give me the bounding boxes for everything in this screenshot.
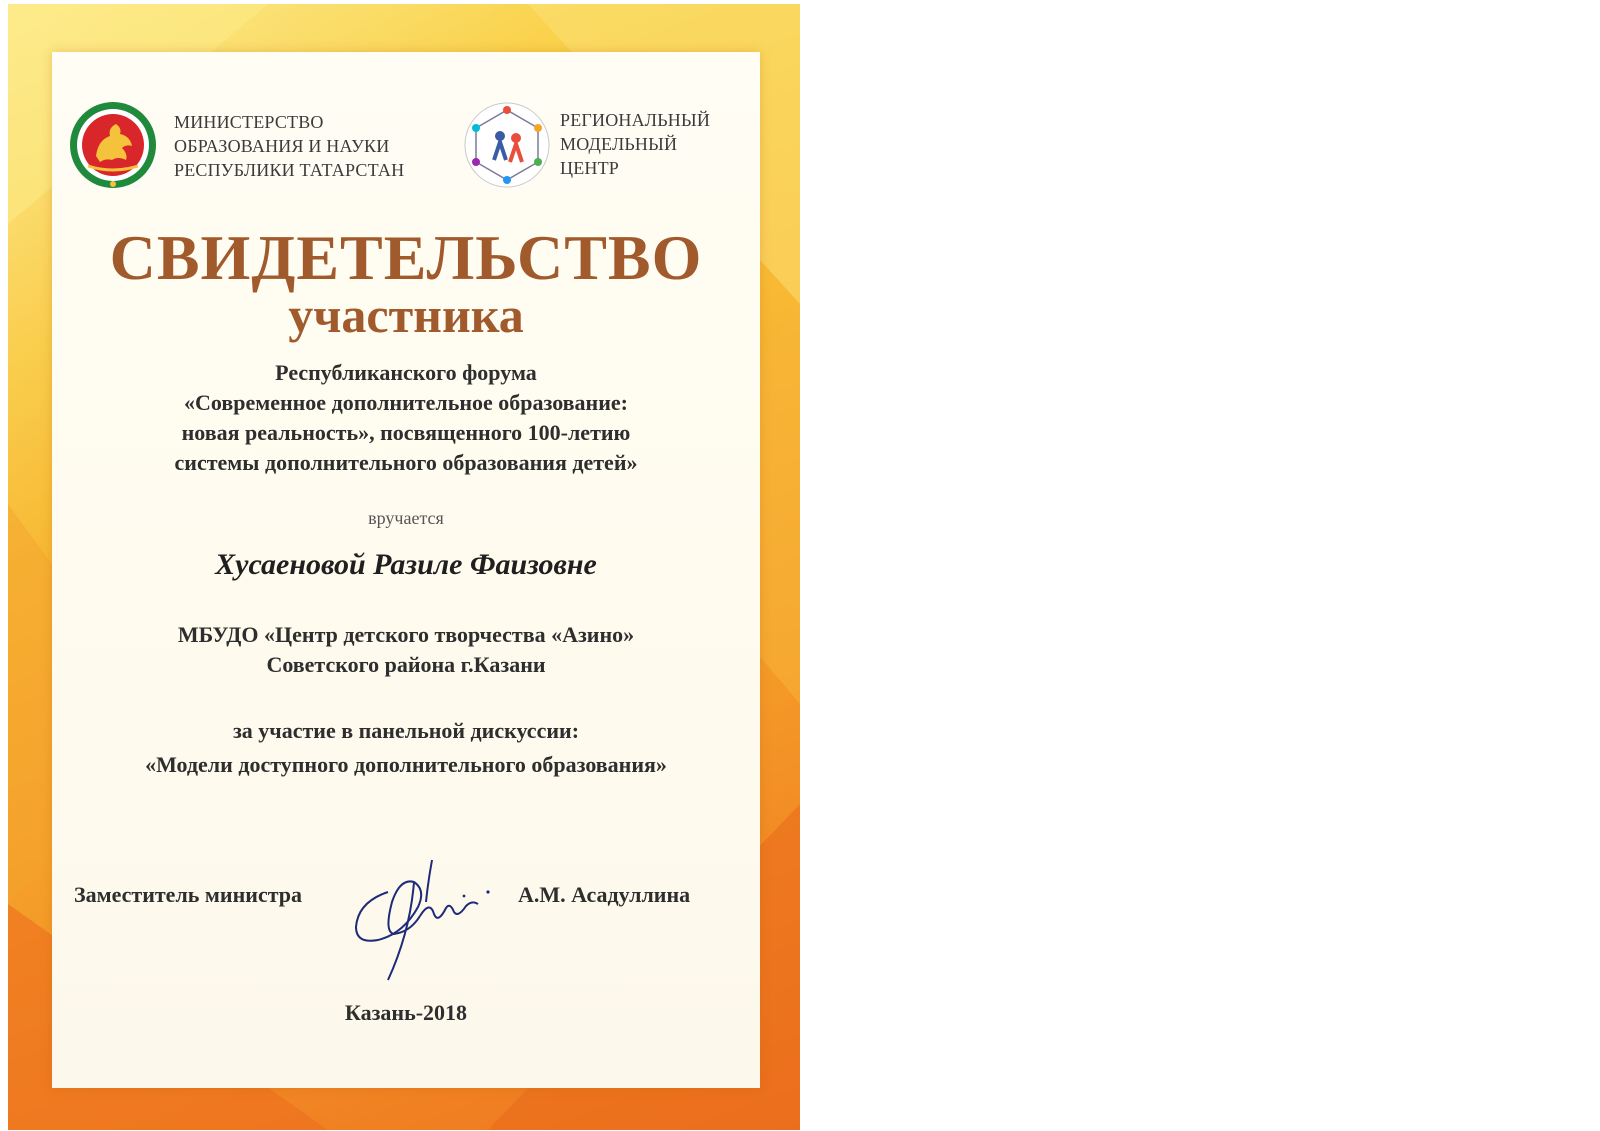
ministry-line: ОБРАЗОВАНИЯ И НАУКИ [174, 136, 390, 156]
institution-line: Советского района г.Казани [266, 652, 546, 677]
forum-description [52, 358, 760, 478]
forum-line: Республиканского форума [275, 360, 537, 385]
ministry-line: РЕСПУБЛИКИ ТАТАРСТАН [174, 160, 405, 180]
award-reason [52, 714, 760, 782]
forum-line: новая реальность», посвященного 100-летию [181, 420, 631, 445]
signatory-role: Заместитель министра [74, 882, 303, 907]
center-name [560, 108, 760, 180]
center-line: МОДЕЛЬНЫЙ [560, 134, 678, 154]
institution [52, 620, 760, 680]
certificate-title: СВИДЕТЕЛЬСТВО [109, 222, 703, 293]
reason-line: за участие в панельной дискуссии: [232, 718, 580, 743]
certificate-subtitle: участника [288, 287, 524, 343]
center-line: ЦЕНТР [560, 158, 619, 178]
reason-line: «Модели доступного дополнительного образования» [145, 752, 667, 777]
signatory-name: А.М. Асадуллина [518, 882, 691, 907]
recipient-name: Хусаеновой Разиле Фаизовне [215, 548, 597, 581]
tatarstan-coat-of-arms-icon [68, 100, 158, 190]
institution-line: МБУДО «Центр детского творчества «Азино» [177, 622, 635, 647]
ministry-name [174, 110, 434, 182]
handwritten-signature-icon [348, 852, 498, 987]
awarded-label: вручается [368, 508, 444, 528]
forum-line: системы дополнительного образования детей» [174, 450, 638, 475]
certificate-panel [52, 52, 760, 1088]
forum-line: «Современное дополнительное образование: [183, 390, 628, 415]
center-line: РЕГИОНАЛЬНЫЙ [560, 110, 711, 130]
ministry-line: МИНИСТЕРСТВО [174, 112, 324, 132]
place-year: Казань-2018 [344, 1000, 468, 1025]
certificate [8, 4, 800, 1130]
regional-model-center-logo-icon [462, 100, 552, 190]
